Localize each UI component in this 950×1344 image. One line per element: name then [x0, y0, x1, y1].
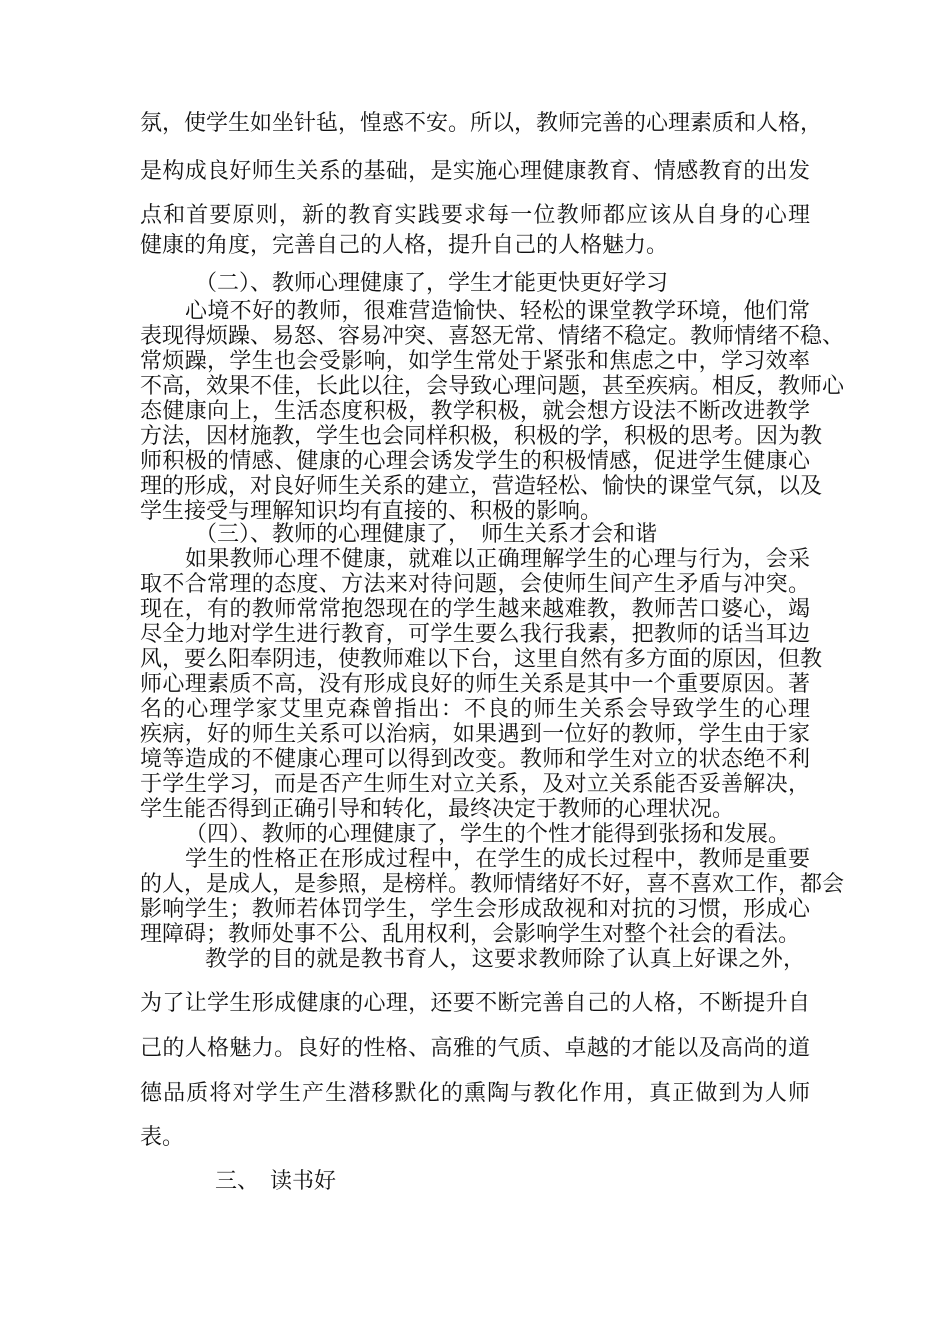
- text-line: 于学生学习，而是否产生师生对立关系，及对立关系能否妥善解决，: [140, 772, 810, 797]
- text-line: 名的心理学家艾里克森曾指出：不良的师生关系会导致学生的心理: [140, 697, 810, 722]
- text-line: 是构成良好师生关系的基础，是实施心理健康教育、情感教育的出发: [140, 159, 810, 184]
- text-line: 学生接受与理解知识均有直接的、积极的影响。: [140, 499, 603, 524]
- text-line: 师积极的情感、健康的心理会诱发学生的积极情感，促进学生健康心: [140, 449, 810, 474]
- text-line: 方法，因材施教，学生也会同样积极，积极的学，积极的思考。因为教: [140, 424, 823, 449]
- text-line: 影响学生；教师若体罚学生，学生会形成敌视和对抗的习惯，形成心: [140, 897, 810, 922]
- text-line: 取不合常理的态度、方法来对待问题，会使师生间产生矛盾与冲突。: [140, 572, 810, 597]
- text-line: 理障碍；教师处事不公、乱用权利，会影响学生对整个社会的看法。: [140, 922, 801, 947]
- text-line: 疾病，好的师生关系可以治病，如果遇到一位好的教师，学生由于家: [140, 722, 810, 747]
- text-line: 心境不好的教师，很难营造愉快、轻松的课堂教学环境，他们常: [185, 299, 810, 324]
- text-line: 表。: [140, 1125, 185, 1150]
- section-heading-2: （二）、教师心理健康了，学生才能更快更好学习: [195, 271, 669, 296]
- text-line: 为了让学生形成健康的心理，还要不断完善自己的人格，不断提升自: [140, 991, 810, 1016]
- text-line: 如果教师心理不健康，就难以正确理解学生的心理与行为，会采: [185, 547, 810, 572]
- text-line: 氛，使学生如坐针毡，惶惑不安。所以，教师完善的心理素质和人格，: [140, 111, 823, 136]
- text-line: 己的人格魅力。良好的性格、高雅的气质、卓越的才能以及高尚的道: [140, 1036, 810, 1061]
- text-line: 教学的目的就是教书育人，这要求教师除了认真上好课之外，: [205, 947, 805, 972]
- text-line: 境等造成的不健康心理可以得到改变。教师和学生对立的状态绝不利: [140, 747, 810, 772]
- text-line: 的人，是成人，是参照，是榜样。教师情绪好不好，喜不喜欢工作，都会: [140, 872, 845, 897]
- text-line: 点和首要原则，新的教育实践要求每一位教师都应该从自身的心理: [140, 203, 810, 228]
- text-line: 常烦躁，学生也会受影响，如学生常处于紧张和焦虑之中，学习效率: [140, 349, 810, 374]
- section-heading-3: （三）、教师的心理健康了， 师生关系才会和谐: [195, 522, 658, 547]
- text-line: 现在，有的教师常常抱怨现在的学生越来越难教，教师苦口婆心，竭: [140, 597, 810, 622]
- text-line: 表现得烦躁、易怒、容易冲突、喜怒无常、情绪不稳定。教师情绪不稳、: [140, 324, 845, 349]
- section-heading-4: （四）、教师的心理健康了，学生的个性才能得到张扬和发展。: [185, 822, 791, 847]
- text-line: 学生的性格正在形成过程中，在学生的成长过程中，教师是重要: [185, 847, 810, 872]
- text-line: 师心理素质不高，没有形成良好的师生关系是其中一个重要原因。著: [140, 672, 810, 697]
- text-line: 风，要么阳奉阴违，使教师难以下台，这里自然有多方面的原因，但教: [140, 647, 823, 672]
- text-line: 不高，效果不佳，长此以往，会导致心理问题，甚至疾病。相反，教师心: [140, 374, 845, 399]
- text-line: 德品质将对学生产生潜移默化的熏陶与教化作用，真正做到为人师: [140, 1081, 810, 1106]
- text-line: 健康的角度，完善自己的人格，提升自己的人格魅力。: [140, 233, 669, 258]
- text-line: 学生能否得到正确引导和转化，最终决定于教师的心理状况。: [140, 797, 735, 822]
- text-line: 尽全力地对学生进行教育，可学生要么我行我素，把教师的话当耳边: [140, 622, 810, 647]
- section-heading-3-main: 三、 读书好: [215, 1169, 337, 1194]
- text-line: 理的形成，对良好师生关系的建立，营造轻松、愉快的课堂气氛，以及: [140, 474, 823, 499]
- text-line: 态健康向上，生活态度积极，教学积极，就会想方设法不断改进教学: [140, 399, 810, 424]
